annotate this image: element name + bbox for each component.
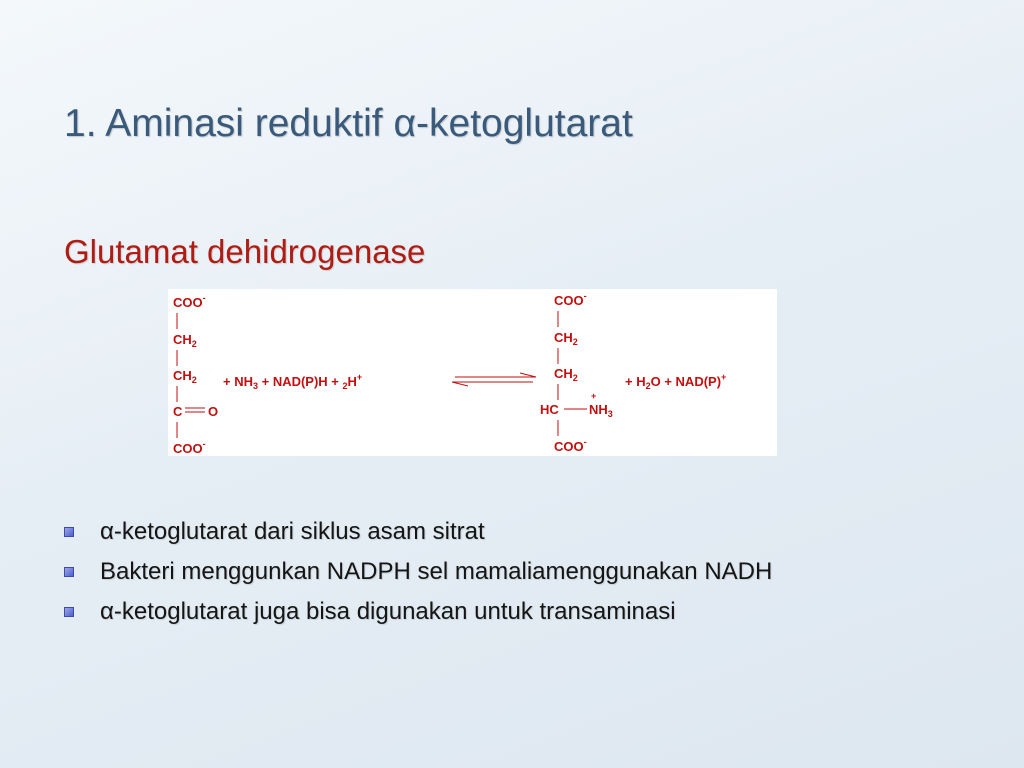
reactant-carbonyl-o: O bbox=[208, 404, 219, 419]
slide-title: 1. Aminasi reduktif α-ketoglutarat bbox=[64, 102, 633, 145]
reactant-ch2-b: $CH_2$ bbox=[173, 368, 197, 385]
bullet-item bbox=[64, 512, 772, 552]
bullet-text: Bakteri menggunkan NADPH sel mamaliamenggunakan NADH bbox=[100, 558, 773, 585]
product-structure bbox=[540, 291, 613, 454]
reagents-text: + $NH_3 + NAD(P)H + _2H^+$ bbox=[223, 372, 363, 391]
square-bullet-icon bbox=[64, 527, 74, 537]
product-hc: HC bbox=[540, 402, 559, 417]
reaction-svg bbox=[168, 289, 777, 456]
equilibrium-arrow bbox=[452, 373, 536, 386]
square-bullet-icon bbox=[64, 567, 74, 577]
bullet-text: α-ketoglutarat juga bisa digunakan untuk transaminasi bbox=[100, 598, 676, 625]
product-coo-top: COO- bbox=[554, 291, 587, 308]
byproducts-text: + $H_2O + NAD(P)^+$ bbox=[625, 372, 727, 391]
reactant-ch2-a: $CH_2$ bbox=[173, 332, 197, 349]
enzyme-subtitle: Glutamat dehidrogenase bbox=[64, 233, 426, 270]
product-nh3-charge: + bbox=[591, 391, 597, 401]
reactant-structure bbox=[173, 293, 218, 456]
bullet-list bbox=[64, 512, 772, 632]
bullet-item bbox=[64, 592, 772, 632]
product-nh3: $NH_3$ bbox=[589, 402, 613, 419]
bullet-item bbox=[64, 552, 772, 592]
product-ch2-b: $CH_2$ bbox=[554, 366, 578, 383]
reactant-coo-bottom: COO- bbox=[173, 439, 206, 456]
bullet-text: α-ketoglutarat dari siklus asam sitrat bbox=[100, 518, 485, 545]
square-bullet-icon bbox=[64, 607, 74, 617]
reaction-diagram bbox=[168, 289, 777, 456]
product-coo-bottom: COO- bbox=[554, 437, 587, 454]
product-ch2-a: $CH_2$ bbox=[554, 330, 578, 347]
reactant-carbonyl-c: C bbox=[173, 404, 183, 419]
reactant-coo-top: COO- bbox=[173, 293, 206, 310]
